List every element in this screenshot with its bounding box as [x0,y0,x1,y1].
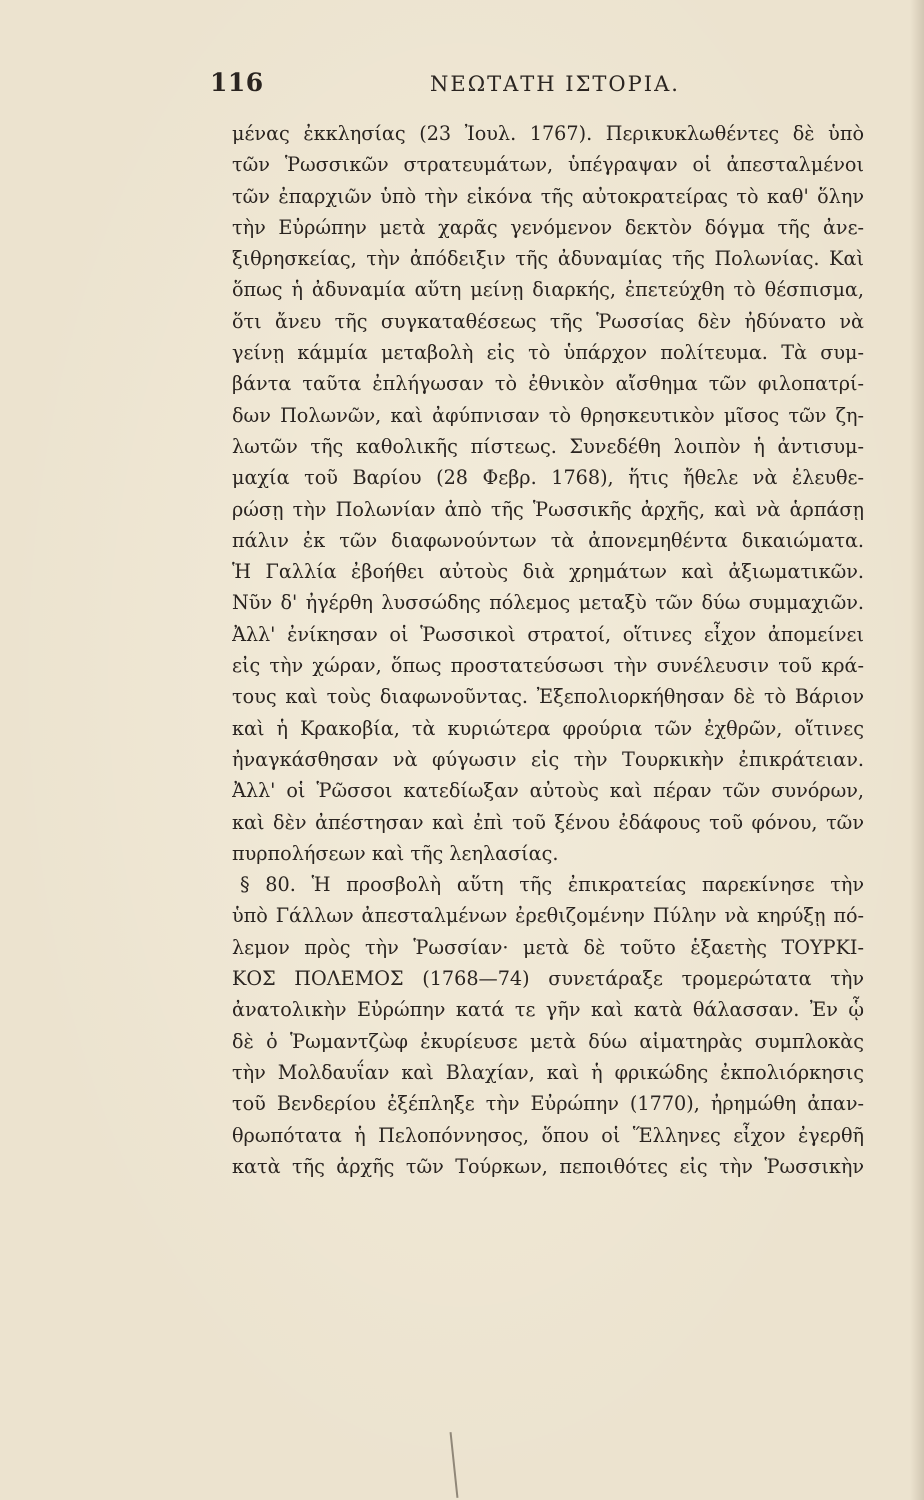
text-line: ὅπως ἡ ἀδυναμία αὕτη μείνῃ διαρκής, ἐπετεύχθη τὸ θέσπισμα, [232,278,864,302]
text-line: μαχία τοῦ Βαρίου (28 Φεβρ. 1768), ἥτις ἤθελε νὰ ἐλευθε- [232,466,864,490]
text-line: Ἀλλ' ἐνίκησαν οἱ Ῥωσσικοὶ στρατοί, οἵτινες εἶχον ἀπομείνει [232,622,864,646]
stray-pen-mark [450,1432,459,1498]
text-line: τῶν ἐπαρχιῶν ὑπὸ τὴν εἰκόνα τῆς αὐτοκρατείρας τὸ καθ' ὅλην [232,184,864,208]
text-line: καὶ ἡ Κρακοβία, τὰ κυριώτερα φρούρια τῶν ἐχθρῶν, οἵτινες [232,716,864,740]
text-line: τὴν Εὐρώπην μετὰ χαρᾶς γενόμενον δεκτὸν δόγμα τῆς ἀνε- [232,215,864,239]
text-line: πάλιν ἐκ τῶν διαφωνούντων τὰ ἀπονεμηθέντα δικαιώματα. [232,528,864,552]
text-line: εἰς τὴν χώραν, ὅπως προστατεύσωσι τὴν συνέλευσιν τοῦ κρά- [232,654,864,678]
section-80-first-line: § 80. Ἡ προσβολὴ αὕτη τῆς ἐπικρατείας παρεκίνησε τὴν [240,873,864,897]
page-edge-shadow [910,0,924,1500]
page-number: 116 [210,68,264,97]
text-line: τους καὶ τοὺς διαφωνοῦντας. Ἐξεπολιορκήθησαν δὲ τὸ Βάριον [232,685,864,709]
page-header [0,62,924,102]
text-line: ἀνατολικὴν Εὐρώπην κατά τε γῆν καὶ κατὰ θάλασσαν. Ἐν ᾧ [232,998,864,1022]
body-text [232,118,864,1182]
text-line: τὴν Μολδαυΐαν καὶ Βλαχίαν, καὶ ἡ φρικώδης ἐκπολιόρκησις [232,1060,864,1084]
paragraph-end-line: πυρπολήσεων καὶ τῆς λεηλασίας. [232,841,559,865]
text-line: ὅτι ἄνευ τῆς συγκαταθέσεως τῆς Ῥωσσίας δὲν ἠδύνατο νὰ [232,309,864,333]
text-line: καὶ δὲν ἀπέστησαν καὶ ἐπὶ τοῦ ξένου ἐδάφους τοῦ φόνου, τῶν [232,810,864,834]
text-line: δων Πολωνῶν, καὶ ἀφύπνισαν τὸ θρησκευτικὸν μῖσος τῶν ζη- [232,403,864,427]
text-line: μένας ἐκκλησίας (23 Ἰουλ. 1767). Περικυκλωθέντες δὲ ὑπὸ [232,122,864,145]
text-line: Ἀλλ' οἱ Ῥῶσσοι κατεδίωξαν αὐτοὺς καὶ πέραν τῶν συνόρων, [232,779,864,803]
text-line: ὑπὸ Γάλλων ἀπεσταλμένων ἐρεθιζομένην Πύλην νὰ κηρύξῃ πό- [232,904,864,928]
text-line: λωτῶν τῆς καθολικῆς πίστεως. Συνεδέθη λοιπὸν ἡ ἀντισυμ- [232,434,864,458]
text-line: ξιθρησκείας, τὴν ἀπόδειξιν τῆς ἀδυναμίας τῆς Πολωνίας. Καὶ [232,247,864,271]
text-line: τοῦ Βενδερίου ἐξέπληξε τὴν Εὐρώπην (1770), ἠρημώθη ἀπαν- [232,1092,864,1116]
text-line: βάντα ταῦτα ἐπλήγωσαν τὸ ἐθνικὸν αἴσθημα τῶν φιλοπατρί- [232,372,864,396]
running-title: ΝΕΩΤΑΤΗ ΙΣΤΟΡΙΑ. [430,72,680,96]
text-line: ἠναγκάσθησαν νὰ φύγωσιν εἰς τὴν Τουρκικὴν ἐπικράτειαν. [232,747,864,771]
text-line: Νῦν δ' ἠγέρθη λυσσώδης πόλεμος μεταξὺ τῶν δύω συμμαχιῶν. [232,591,864,615]
text-line: τῶν Ῥωσσικῶν στρατευμάτων, ὑπέγραψαν οἱ ἀπεσταλμένοι [232,153,864,177]
text-line: ΚΟΣ ΠΟΛΕΜΟΣ (1768—74) συνετάραξε τρομερώτατα τὴν [232,967,864,991]
text-line: κατὰ τῆς ἀρχῆς τῶν Τούρκων, πεποιθότες εἰς τὴν Ῥωσσικὴν [232,1154,864,1178]
text-line: ρώσῃ τὴν Πολωνίαν ἀπὸ τῆς Ῥωσσικῆς ἀρχῆς, καὶ νὰ ἁρπάσῃ [232,497,864,521]
text-line: δὲ ὁ Ῥωμαντζὼφ ἐκυρίευσε μετὰ δύω αἱματηρὰς συμπλοκὰς [232,1029,864,1053]
text-line: Ἡ Γαλλία ἐβοήθει αὐτοὺς διὰ χρημάτων καὶ ἀξιωματικῶν. [232,560,864,584]
text-line: θρωπότατα ἡ Πελοπόννησος, ὅπου οἱ Ἕλληνες εἶχον ἐγερθῆ [232,1123,864,1147]
text-line: γείνῃ κάμμία μεταβολὴ εἰς τὸ ὑπάρχον πολίτευμα. Τὰ συμ- [232,341,864,365]
text-line: λεμον πρὸς τὴν Ῥωσσίαν· μετὰ δὲ τοῦτο ἑξαετὴς ΤΟΥΡΚΙ- [232,935,864,959]
